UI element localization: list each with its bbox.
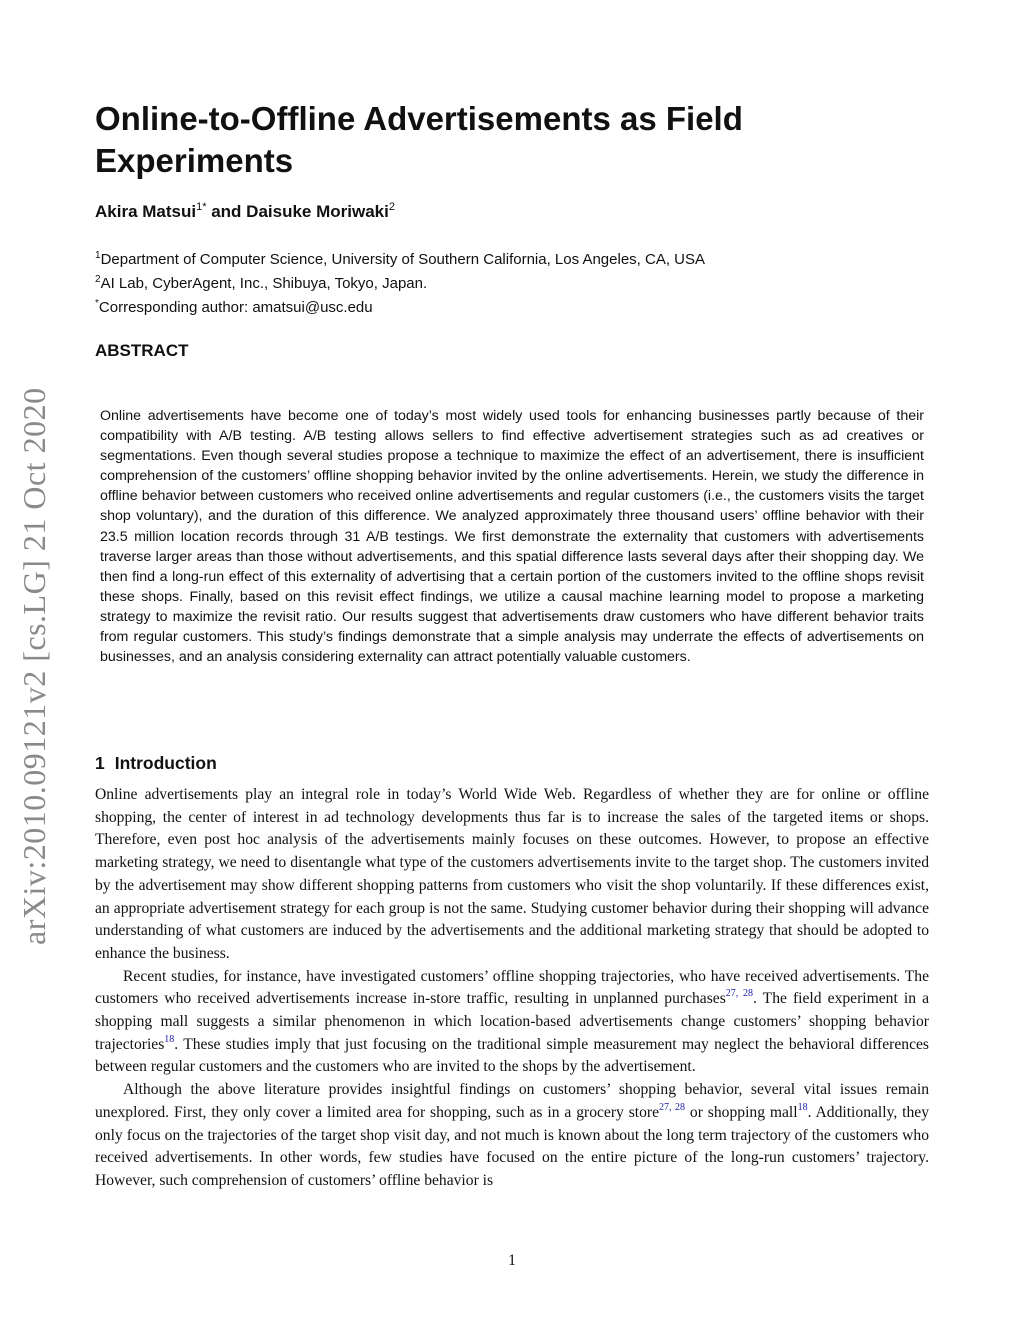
affiliation-mark: 2 [95,274,101,285]
section-heading [95,752,217,774]
paragraph-text: Recent studies, for instance, have investigated customers’ offline shopping trajectories, who have received advertisements. The customers who received advertisements increase in-store traffic, resulting in unplanned purchases [95,967,929,1008]
citation-link[interactable]: 18 [797,1101,808,1113]
affiliation-text: Department of Computer Science, University of Southern California, Los Angeles, CA, USA [100,251,706,268]
page-number: 1 [508,1252,516,1269]
paragraph [95,966,929,1080]
paragraph-text: . Additionally, they only focus on the trajectories of the target shop visit day, and not much is known about the long term trajectory of the customers who received advertisements. In other words, few studies have focused on the entire picture of the long-run customers’ trajectory. However, such comprehension of customers’ offline behavior is [95,1103,929,1189]
introduction-body [95,784,929,1193]
affiliation-item [95,270,705,294]
paragraph-text: . The field experiment in a shopping mall suggests a similar phenomenon in which location-based advertisements change customers’ shopping behavior trajectories [95,990,929,1053]
author-connector: and [206,202,247,221]
abstract-heading: ABSTRACT [95,341,189,360]
section-number: 1 [95,753,105,773]
affiliation-text: AI Lab, CyberAgent, Inc., Shibuya, Tokyo, Japan. [100,275,428,292]
paragraph [95,1079,929,1193]
citation[interactable] [659,1102,685,1113]
citation-link[interactable]: 18 [164,1033,175,1045]
citation-link[interactable]: 27, 28 [659,1101,686,1113]
paragraph: Online advertisements play an integral role in today’s World Wide Web. Regardless of whether they are for online or offline shopping, the center of interest in ad technology developments thus far is to increase the sales of the targeted items or shops. Therefore, even post hoc analysis of the advertisements mainly focuses on these outcomes. However, to propose an effective marketing strategy, we need to disentangle what type of the customers advertisements invite to the target shop. The customers invited by the advertisement may show different shopping patterns from customers who visit the shop voluntarily. If these differences exist, an appropriate advertisement strategy for each group is not the same. Studying customer behavior during their shopping will advance understanding of what customers are induced by the advertisements and the additional marketing strategy that should be adopted to enhance the business. [95,786,929,962]
author-name: Akira Matsui [95,202,197,221]
affiliation-item [95,294,705,318]
author-affiliation-mark: 2 [388,201,395,213]
abstract-text: Online advertisements have become one of today’s most widely used tools for enhancing businesses partly because of their compatibility with A/B testing. A/B testing allows sellers to find effective advertisement strategies such as ad creatives or segmentations. Even though several studies propose a technique to maximize the effect of an advertisement, there is insufficient comprehension of the customers’ offline shopping behavior invited by the online advertisements. Herein, we study the difference in offline behavior between customers who received online advertisements and regular customers (i.e., the customers visits the target shop voluntary), and the duration of this difference. We analyzed approximately three thousand users’ offline behavior with their 23.5 million location records through 31 A/B testings. We first demonstrate the externality that customers with advertisements traverse larger areas than those without advertisements, and this spatial difference lasts several days after their shopping day. We then find a long-run effect of this externality of advertising that a certain portion of the customers invited to the offline shops revisit these shops. Finally, based on this revisit effect findings, we utilize a causal machine learning model to propose a marketing strategy to maximize the revisit ratio. Our results suggest that advertisements draw customers who have different behavior traits from regular customers. This study’s findings demonstrate that a simple analysis may underrate the effects of advertisements on businesses, and an analysis considering externality can attract potentially valuable customers. [100,408,924,666]
affiliation-item [95,246,705,270]
author-line [95,195,395,224]
affiliation-mark: * [95,298,99,309]
arxiv-side-stamp: arXiv:2010.09121v2 [cs.LG] 21 Oct 2020 [16,387,52,945]
paragraph-text: Although the above literature provides insightful findings on customers’ shopping behavior, several vital issues remain unexplored. First, they only cover a limited area for shopping, such as in a grocery store [95,1081,929,1121]
citation[interactable] [726,988,753,999]
affiliation-list [95,246,705,318]
citation-link[interactable]: 27, 28 [725,988,753,1000]
section-title: Introduction [114,753,217,773]
affiliation-mark: 1 [95,250,101,261]
paragraph-text: . These studies imply that just focusing on the traditional simple measurement may neglect the behavioral differences between regular customers and the customers who are invited to the shops by the advertisement. [95,1035,929,1076]
paragraph-text: or shopping mall [685,1103,798,1121]
corresponding-author: Corresponding author: amatsui@usc.edu [98,299,373,316]
citation[interactable] [798,1102,808,1113]
paper-title: Online-to-Offline Advertisements as Field Experiments [95,100,743,179]
author-affiliation-mark: 1* [196,201,207,213]
author-name: Daisuke Moriwaki [246,202,389,221]
citation[interactable] [164,1034,174,1045]
